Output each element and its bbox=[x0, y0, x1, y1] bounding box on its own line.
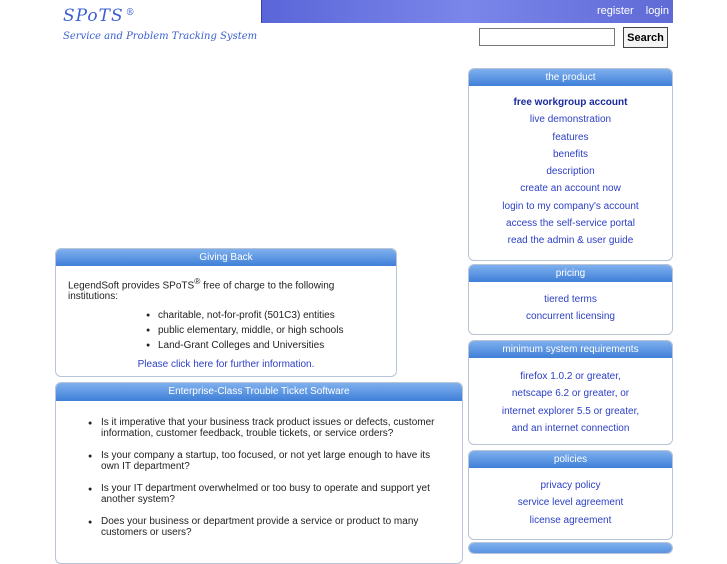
question-item: ● Is your company a startup, too focused, or not yet large enough to have its own IT department? bbox=[88, 450, 450, 472]
institution-item: ● Land-Grant Colleges and Universities bbox=[146, 338, 384, 353]
product-link[interactable]: benefits bbox=[552, 148, 589, 160]
product-link[interactable]: description bbox=[546, 166, 595, 178]
product-link[interactable]: access the self-service portal bbox=[506, 218, 635, 230]
policies-panel-title: policies bbox=[469, 451, 672, 468]
question-item: ● Is it imperative that your business track product issues or defects, customer information, customer feedback, trouble tickets, or service orders? bbox=[88, 417, 450, 439]
requirement-item[interactable]: internet explorer 5.5 or greater, bbox=[501, 405, 640, 417]
brand-logo[interactable] bbox=[63, 6, 258, 42]
product-link[interactable]: free workgroup account bbox=[513, 97, 628, 108]
product-link[interactable]: login to my company's account bbox=[502, 200, 639, 212]
institution-item: ● charitable, not-for-profit (501C3) entities bbox=[146, 308, 384, 323]
requirements-list bbox=[469, 358, 672, 437]
further-info-link[interactable]: Please click here for further information. bbox=[137, 359, 315, 371]
pricing-link[interactable]: tiered terms bbox=[544, 294, 597, 305]
policy-link[interactable]: service level agreement bbox=[517, 497, 624, 509]
login-link[interactable]: login bbox=[645, 5, 669, 17]
policy-link[interactable]: license agreement bbox=[529, 514, 612, 526]
enterprise-question-list bbox=[56, 401, 462, 538]
product-panel bbox=[468, 68, 673, 261]
next-panel bbox=[468, 542, 673, 554]
search-button[interactable]: Search bbox=[623, 27, 668, 48]
requirements-panel bbox=[468, 340, 673, 445]
requirements-panel-title: minimum system requirements bbox=[469, 341, 672, 358]
product-link[interactable]: create an account now bbox=[520, 183, 621, 195]
product-link[interactable]: features bbox=[552, 131, 589, 143]
top-banner bbox=[261, 0, 673, 23]
pricing-link[interactable]: concurrent licensing bbox=[526, 311, 615, 323]
institution-list bbox=[146, 308, 384, 353]
brand-name: SPoTS bbox=[63, 6, 124, 26]
policies-links bbox=[469, 468, 672, 529]
giving-back-body bbox=[56, 266, 396, 377]
giving-back-intro bbox=[68, 276, 384, 302]
product-link[interactable]: read the admin & user guide bbox=[507, 235, 634, 247]
giving-back-title: Giving Back bbox=[56, 249, 396, 266]
registered-mark: ® bbox=[125, 7, 135, 18]
requirement-item[interactable]: and an internet connection bbox=[511, 422, 630, 434]
brand-tagline: Service and Problem Tracking System bbox=[63, 31, 258, 42]
giving-intro-text: LegendSoft provides SPoTS bbox=[68, 280, 195, 292]
registered-mark: ® bbox=[194, 276, 201, 286]
product-panel-title: the product bbox=[469, 69, 672, 86]
account-links bbox=[588, 5, 669, 17]
register-link[interactable]: register bbox=[597, 5, 634, 17]
policies-panel bbox=[468, 450, 673, 540]
giving-intro-text: free of charge to the following institutions: bbox=[68, 280, 335, 303]
requirement-item[interactable]: firefox 1.0.2 or greater, bbox=[520, 371, 621, 382]
product-link[interactable]: live demonstration bbox=[529, 114, 612, 126]
policy-link[interactable]: privacy policy bbox=[540, 480, 601, 491]
requirement-item[interactable]: netscape 6.2 or greater, or bbox=[511, 388, 630, 400]
pricing-links bbox=[469, 282, 672, 326]
institution-item: ● public elementary, middle, or high schools bbox=[146, 323, 384, 338]
pricing-panel-title: pricing bbox=[469, 265, 672, 282]
product-links bbox=[469, 86, 672, 250]
question-item: ● Is your IT department overwhelmed or too busy to operate and support yet another system? bbox=[88, 483, 450, 505]
search-input[interactable] bbox=[479, 28, 615, 46]
question-item: ● Does your business or department provide a service or product to many customers or users? bbox=[88, 516, 450, 538]
enterprise-panel bbox=[55, 382, 463, 564]
giving-back-panel bbox=[55, 248, 397, 377]
pricing-panel bbox=[468, 264, 673, 335]
enterprise-title: Enterprise-Class Trouble Ticket Software bbox=[56, 383, 462, 401]
